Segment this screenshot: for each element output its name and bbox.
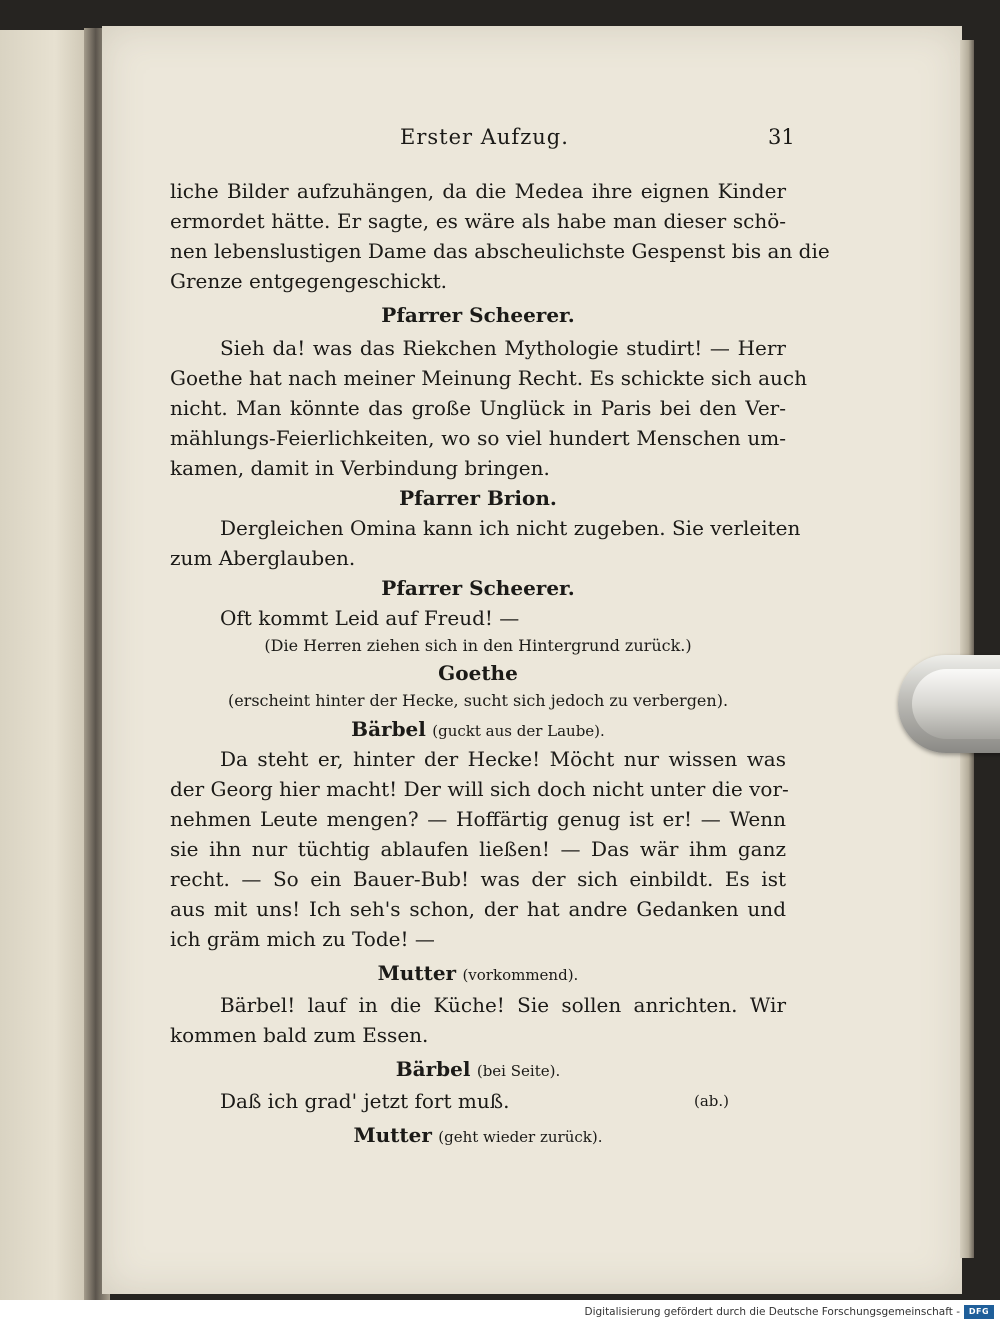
page-clip-highlight xyxy=(912,669,1000,739)
speaker-heading: Bärbel xyxy=(351,717,426,741)
text-line: aus mit uns! Ich seh's schon, der hat andre Gedanken und xyxy=(170,897,786,921)
stage-direction: (vorkommend). xyxy=(462,966,579,984)
dfg-logo: DFG xyxy=(964,1305,994,1319)
text-line: ermordet hätte. Er sagte, es wäre als habe man dieser schö- xyxy=(170,209,786,233)
text-line: kamen, damit in Verbindung bringen. xyxy=(170,456,550,480)
speaker-heading: Mutter xyxy=(377,961,457,985)
text-line: zum Aberglauben. xyxy=(170,546,356,570)
text-line: Grenze entgegengeschickt. xyxy=(170,269,447,293)
text-line: nen lebenslustigen Dame das abscheulichste Gespenst bis an die xyxy=(170,239,830,263)
speaker-heading: Pfarrer Brion. xyxy=(399,486,557,510)
text-line: nehmen Leute mengen? — Hoffärtig genug ist er! — Wenn xyxy=(170,807,786,831)
speaker-line xyxy=(170,714,786,744)
text-line: sie ihn nur tüchtig ablaufen ließen! — Das wär ihm ganz xyxy=(170,837,786,861)
text-line: Sieh da! was das Riekchen Mythologie studirt! — Herr xyxy=(220,336,786,360)
text-line xyxy=(220,1086,786,1116)
text-line: Bärbel! lauf in die Küche! Sie sollen anrichten. Wir xyxy=(220,993,786,1017)
stage-direction: (guckt aus der Laube). xyxy=(432,722,605,740)
speaker-heading: Pfarrer Scheerer. xyxy=(381,576,575,600)
text-line: Da steht er, hinter der Hecke! Möcht nur wissen was xyxy=(220,747,786,771)
text-line: ich gräm mich zu Tode! — xyxy=(170,927,435,951)
funding-credit: Digitalisierung gefördert durch die Deutsche Forschungsgemeinschaft - xyxy=(584,1306,960,1318)
speaker-heading: Goethe xyxy=(438,661,518,685)
stage-direction: (erscheint hinter der Hecke, sucht sich jedoch zu verbergen). xyxy=(227,691,729,710)
running-head: Erster Aufzug. xyxy=(400,125,569,149)
page-number: 31 xyxy=(768,125,795,149)
speaker-heading: Bärbel xyxy=(395,1057,471,1081)
text-line: mählungs-Feierlichkeiten, wo so viel hundert Menschen um- xyxy=(170,426,786,450)
text-line: liche Bilder aufzuhängen, da die Medea ihre eignen Kinder xyxy=(170,179,786,203)
text-line: kommen bald zum Essen. xyxy=(170,1023,429,1047)
stage-direction: (Die Herren ziehen sich in den Hintergrund zurück.) xyxy=(264,636,692,655)
stage-direction: (bei Seite). xyxy=(476,1062,561,1080)
footer-bar xyxy=(0,1300,1000,1325)
speaker-heading: Mutter xyxy=(353,1123,432,1147)
dialogue-text: Daß ich grad' jetzt fort muß. xyxy=(220,1089,510,1113)
speaker-line xyxy=(170,1054,786,1084)
speaker-line xyxy=(170,1120,786,1150)
stage-direction: (geht wieder zurück). xyxy=(438,1128,603,1146)
speaker-heading: Pfarrer Scheerer. xyxy=(381,303,575,327)
page-stack-edge xyxy=(960,40,974,1258)
text-line: Goethe hat nach meiner Meinung Recht. Es schickte sich auch xyxy=(170,366,807,390)
text-line: der Georg hier macht! Der will sich doch nicht unter die vor- xyxy=(170,777,789,801)
text-line: nicht. Man könnte das große Unglück in Paris bei den Ver- xyxy=(170,396,786,420)
stage-direction: (ab.) xyxy=(694,1092,730,1110)
speaker-line xyxy=(170,958,786,988)
text-line: Dergleichen Omina kann ich nicht zugeben. Sie verleiten xyxy=(220,516,801,540)
text-line: recht. — So ein Bauer-Bub! was der sich einbildt. Es ist xyxy=(170,867,786,891)
text-line: Oft kommt Leid auf Freud! — xyxy=(220,606,520,630)
